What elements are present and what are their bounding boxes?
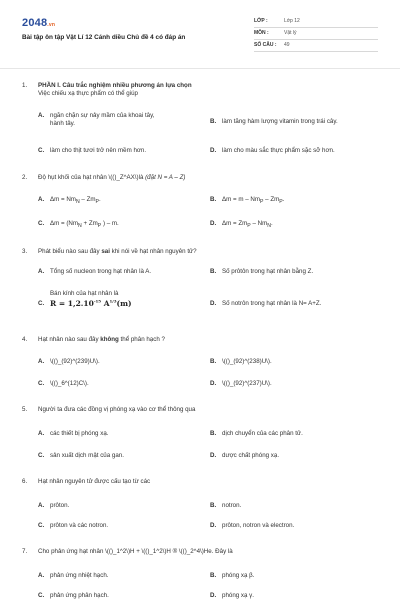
option-a[interactable]: A. các thiết bị phóng xạ.	[38, 430, 109, 437]
option-c[interactable]: C. làm cho thịt tươi trở nên mềm hơn.	[38, 147, 147, 154]
meta-value: Vật lý	[284, 30, 297, 37]
meta-row-class	[254, 16, 378, 28]
option-d[interactable]: D. làm cho màu sắc thực phẩm sặc sỡ hơn.	[210, 147, 335, 154]
page-header	[22, 14, 378, 64]
question-stem: Độ hụt khối của hạt nhân \(()_Z^AX\)là (đặt N = A – Z)	[38, 174, 186, 181]
question-stem: Người ta đưa các đồng vị phóng xạ vào cơ thể thông qua	[38, 406, 196, 413]
question-stem: Phát biểu nào sau đây sai khi nói về hạt nhân nguyên tử?	[38, 248, 197, 255]
meta-key: LỚP :	[254, 18, 268, 25]
option-b[interactable]: B. \(()_(92)^(238)U\).	[210, 358, 272, 365]
logo-main: 2048	[22, 17, 48, 29]
option-a[interactable]: A. prôton.	[38, 502, 70, 509]
option-b[interactable]: B. dịch chuyển của các phân tử.	[210, 430, 303, 437]
meta-value: 49	[284, 42, 290, 49]
question-number: 6.	[22, 478, 28, 485]
option-d[interactable]: D. \(()_(92)^(237)U\).	[210, 380, 272, 387]
option-c[interactable]: C. phản ứng phân hạch.	[38, 592, 109, 599]
question-number: 7.	[22, 548, 28, 555]
question-7	[22, 548, 382, 600]
option-c[interactable]: C. $\Delta m = (Nm_N + Zm_P$ ) – m.	[38, 220, 119, 230]
meta-row-count	[254, 40, 378, 52]
meta-row-subject	[254, 28, 378, 40]
option-a[interactable]: A. \(()_(92)^(239)U\).	[38, 358, 100, 365]
header-divider	[0, 68, 400, 69]
question-3	[22, 248, 382, 328]
question-6	[22, 478, 382, 538]
question-number: 4.	[22, 336, 28, 343]
option-c[interactable]: C. Bán kính của hạt nhân là $R = 1,2.10^{-15}$ $A^{1/3}(m)$	[38, 290, 132, 308]
meta-value: Lớp 12	[284, 18, 300, 25]
question-stem: Hạt nhân nguyên tử được cấu tạo từ các	[38, 478, 151, 485]
question-stem: Cho phản ứng hạt nhân \(()_1^2\)H + \(()_1^2\)H ® \(()_2^4\)He. Đây là	[38, 548, 233, 555]
question-number: 3.	[22, 248, 28, 255]
option-b[interactable]: B. notron.	[210, 502, 242, 509]
site-logo[interactable]	[22, 16, 55, 31]
logo-suffix: .vn	[47, 22, 56, 28]
option-a[interactable]: A. ngăn chặn sự nảy mầm của khoai tây, hành tây.	[38, 112, 155, 128]
option-d[interactable]: D. phóng xạ γ.	[210, 592, 254, 599]
question-stem: Hạt nhân nào sau đây không thể phân hạch ?	[38, 336, 165, 343]
option-b[interactable]: B. $\Delta m = m - Nm_P - Zm_P$.	[210, 196, 285, 206]
meta-table	[254, 16, 378, 52]
option-b[interactable]: B. Số prôtôn trong hạt nhân bằng Z.	[210, 268, 314, 275]
option-d[interactable]: D. prôton, notron và electron.	[210, 522, 295, 529]
option-d[interactable]: D. dược chất phóng xạ.	[210, 452, 280, 459]
meta-key: SỐ CÂU :	[254, 42, 277, 49]
option-c[interactable]: C. prôton và các notron.	[38, 522, 109, 529]
option-c[interactable]: C. sản xuất dịch mật của gan.	[38, 452, 124, 459]
question-2	[22, 174, 382, 234]
question-1	[22, 82, 382, 162]
option-d[interactable]: D. Số notrôn trong hạt nhân là N= A+Z.	[210, 300, 322, 307]
option-b[interactable]: B. làm tăng hàm lượng vitamin trong trái cây.	[210, 118, 338, 125]
document-title: Bài tập ôn tập Vật Lí 12 Cánh diều Chủ đề 4 có đáp án	[22, 34, 186, 41]
option-c[interactable]: C. \(()_6^(12)C\).	[38, 380, 89, 387]
question-5	[22, 406, 382, 466]
option-b[interactable]: B. phóng xạ β.	[210, 572, 255, 579]
question-number: 1.	[22, 82, 28, 89]
question-number: 2.	[22, 174, 28, 181]
question-4	[22, 336, 382, 396]
radius-formula: $R = 1,2.10^{-15}$ $A^{1/3}(m)$	[50, 298, 132, 308]
meta-key: MÔN :	[254, 30, 269, 37]
option-a[interactable]: A. $\Delta m = Nm_N - Zm_P$.	[38, 196, 101, 206]
section-title: PHẦN I. Câu trắc nghiệm nhiều phương án lựa chọn	[38, 82, 192, 89]
question-number: 5.	[22, 406, 28, 413]
option-a[interactable]: A. Tổng số nucleon trong hạt nhân là A.	[38, 268, 152, 275]
option-a[interactable]: A. phản ứng nhiệt hạch.	[38, 572, 109, 579]
question-stem: Việc chiếu xạ thực phẩm có thể giúp	[38, 90, 138, 98]
option-d[interactable]: D. $\Delta m = Zm_P - Nm_N$.	[210, 220, 273, 230]
